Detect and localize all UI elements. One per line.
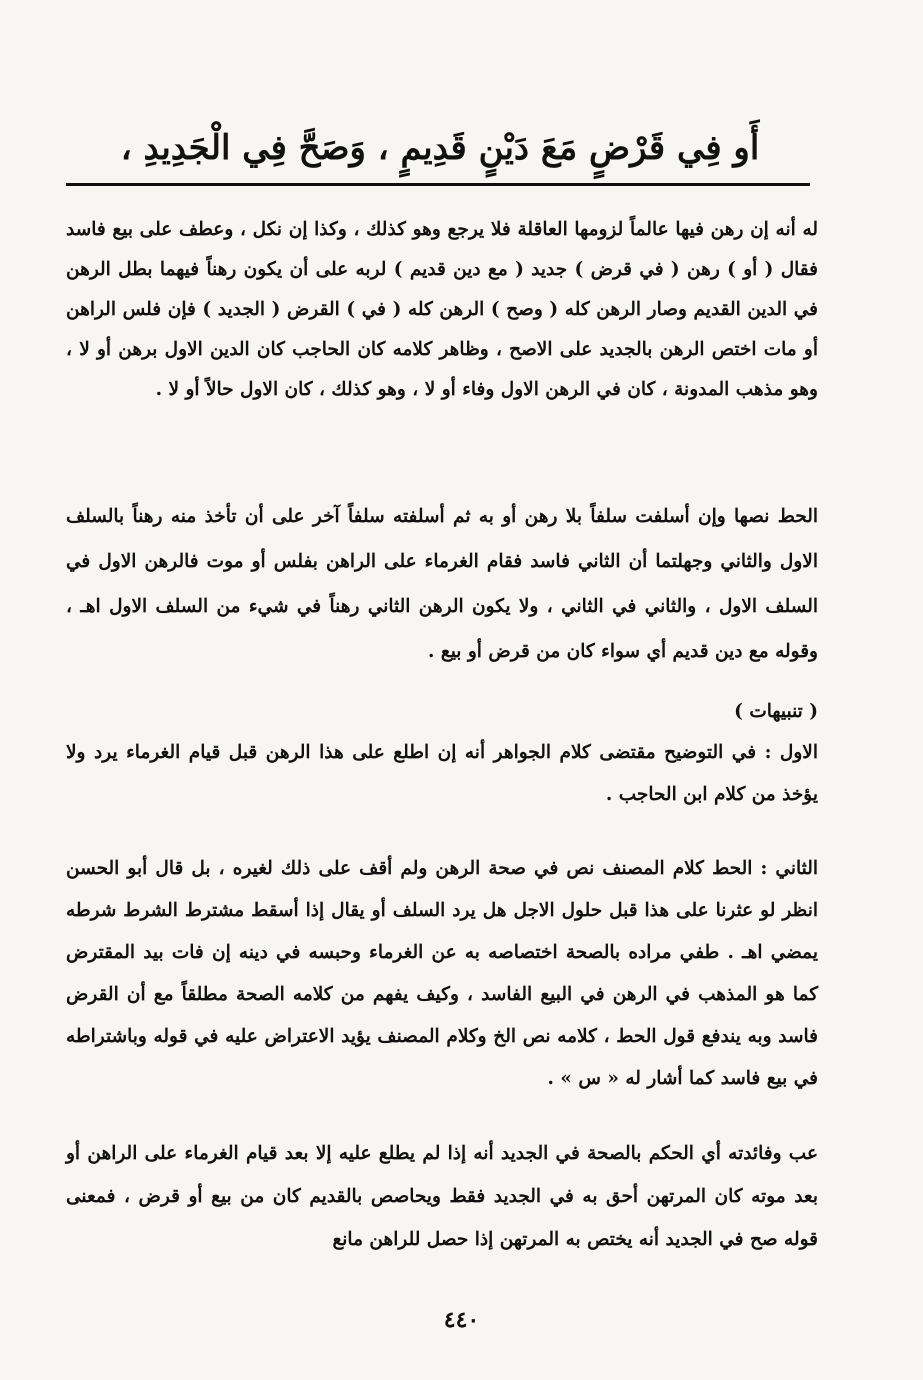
paragraph-3: الاول : في التوضيح مقتضى كلام الجواهر أنه إن اطلع على هذا الرهن قبل قيام الغرماء يرد ولا يؤخذ من كلام ابن الحاجب . <box>66 742 818 805</box>
paragraph-2: الحط نصها وإن أسلفت سلفاً بلا رهن أو به ثم أسلفته سلفاً آخر على أن تأخذ منه رهناً بالسلف الاول والثاني وجهلتما أن الثاني فاسد فقام الغرماء على الراهن بفلس أو موت فالرهن الاول في السلف الاول ، والثاني في الثاني ، ولا يكون الرهن الثاني رهناً في شيء من السلف الاول اهـ ، وقوله مع دين قديم أي سواء كان من قرض أو بيع . <box>66 506 818 662</box>
section-heading: ( تنبيهات ) <box>734 701 818 722</box>
paragraph-4: الثاني : الحط كلام المصنف نص في صحة الرهن ولم أقف على ذلك لغيره ، بل قال أبو الحسن انظر لو عثرنا على هذا قبل حلول الاجل هل يرد السلف أو يقال إذا أسقط مشترط الشرط شرطه يمضي اهـ . طفي مراده بالصحة اختصاصه به عن الغرماء وحبسه في دينه إن فات بيد المقترض كما هو المذهب في الرهن في البيع الفاسد ، وكيف يفهم من كلامه الصحة مطلقاً مع أن القرض فاسد وبه يندفع قول الحط ، كلامه نص الخ وكلام المصنف يؤيد الاعتراض عليه في قوله وباشتراطه في بيع فاسد كما أشار له « س » . <box>66 858 818 1089</box>
paragraph-5: عب وفائدته أي الحكم بالصحة في الجديد أنه إذا لم يطلع عليه إلا بعد قيام الغرماء على الراهن أو بعد موته كان المرتهن أحق به في الجديد فقط ويحاصص بالقديم كان من بيع أو قرض ، فمعنى قوله صح في الجديد أنه يختص به المرتهن إذا حصل للراهن مانع <box>66 1143 818 1250</box>
header-verse: أَو فِي قَرْضٍ مَعَ دَيْنٍ قَدِيمٍ ، وَصَحَّ فِي الْجَدِيدِ ، <box>120 128 760 168</box>
page-number: ٤٤٠ <box>443 1307 480 1333</box>
header-divider <box>66 183 810 186</box>
paragraph-1: له أنه إن رهن فيها عالماً لزومها العاقلة فلا يرجع وهو كذلك ، وكذا إن نكل ، وعطف على بيع فاسد فقال ( أو ) رهن ( في قرض ) جديد ( مع دين قديم ) لربه على أن يكون رهناً فيهما بطل الرهن في الدين القديم وصار الرهن كله ( وصح ) الرهن كله ( في ) القرض ( الجديد ) فإن فلس الراهن أو مات اختص الرهن بالجديد على الاصح ، وظاهر كلامه كان الحاجب كان الدين الاول برهن أو لا ، وهو مذهب المدونة ، كان في الرهن الاول وفاء أو لا ، وهو كذلك ، كان الاول حالاً أو لا . <box>66 219 818 400</box>
